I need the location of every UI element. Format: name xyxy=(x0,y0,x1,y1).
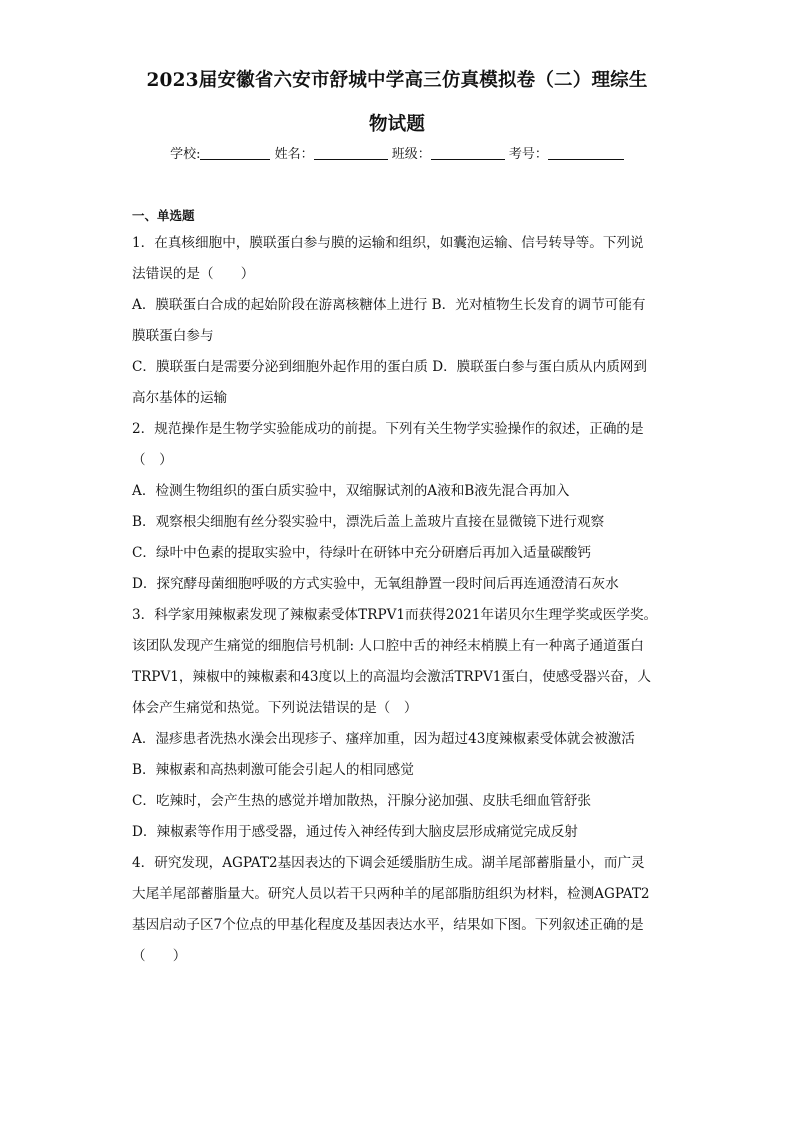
number-label: 考号： xyxy=(508,147,548,162)
question-2-option-a: A．检测生物组织的蛋白质实验中，双缩脲试剂的A液和B液先混合再加入 xyxy=(132,483,570,499)
question-2-option-c: C．绿叶中色素的提取实验中，待绿叶在研钵中充分研磨后再加入适量碳酸钙 xyxy=(132,545,591,561)
number-blank xyxy=(548,147,624,160)
question-1-stem-line-1: 1．在真核细胞中，膜联蛋白参与膜的运输和组织，如囊泡运输、信号转导等。下列说 xyxy=(132,235,644,251)
question-3-option-c: C．吃辣时，会产生热的感觉并增加散热，汗腺分泌加强、皮肤毛细血管舒张 xyxy=(132,793,591,809)
question-3-option-d: D．辣椒素等作用于感受器，通过传入神经传到大脑皮层形成痛觉完成反射 xyxy=(132,824,578,840)
question-3-stem-line-4: 体会产生痛觉和热觉。下列说法错误的是（ ） xyxy=(132,700,418,716)
class-label: 班级： xyxy=(391,147,431,162)
name-label: 姓名： xyxy=(274,147,314,162)
question-2-stem-line-2: （ ） xyxy=(132,452,173,468)
exam-title-line-1: 2023届安徽省六安市舒城中学高三仿真模拟卷（二）理综生 xyxy=(146,70,648,91)
name-blank xyxy=(314,147,388,160)
question-4-stem-line-3: 基因启动子区7个位点的甲基化程度及基因表达水平，结果如下图。下列叙述正确的是 xyxy=(132,917,644,933)
question-2-option-b: B．观察根尖细胞有丝分裂实验中，漂洗后盖上盖玻片直接在显微镜下进行观察 xyxy=(132,514,605,530)
question-1-option-line-2: 膜联蛋白参与 xyxy=(132,328,214,344)
exam-title-line-2: 物试题 xyxy=(368,114,426,135)
question-3-stem-line-3: TRPV1，辣椒中的辣椒素和43度以上的高温均会激活TRPV1蛋白，使感受器兴奋，人 xyxy=(132,669,651,685)
question-4-stem-line-2: 大尾羊尾部蓄脂量大。研究人员以若干只两种羊的尾部脂肪组织为材料，检测AGPAT2 xyxy=(132,886,650,902)
class-blank xyxy=(431,147,505,160)
question-3-stem-line-2: 该团队发现产生痛觉的细胞信号机制: 人口腔中舌的神经末梢膜上有一种离子通道蛋白 xyxy=(132,638,644,654)
question-4-stem-line-1: 4．研究发现，AGPAT2基因表达的下调会延缓脂肪生成。湖羊尾部蓄脂量小，而广灵 xyxy=(132,855,645,871)
question-4-stem-line-4: （ ） xyxy=(132,948,187,964)
section-heading: 一、单选题 xyxy=(132,208,195,223)
question-2-option-d: D．探究酵母菌细胞呼吸的方式实验中，无氧组静置一段时间后再连通澄清石灰水 xyxy=(132,576,619,592)
student-info-row xyxy=(90,143,704,162)
school-label: 学校: xyxy=(170,147,201,162)
question-1-option-line-3: C．膜联蛋白是需要分泌到细胞外起作用的蛋白质 D．膜联蛋白参与蛋白质从内质网到 xyxy=(132,359,647,375)
question-3-option-a: A．湿疹患者洗热水澡会出现疹子、瘙痒加重，因为超过43度辣椒素受体就会被激活 xyxy=(132,731,635,747)
question-1-option-line-1: A．膜联蛋白合成的起始阶段在游离核糖体上进行 B．光对植物生长发育的调节可能有 xyxy=(132,297,646,313)
question-2-stem-line-1: 2．规范操作是生物学实验能成功的前提。下列有关生物学实验操作的叙述，正确的是 xyxy=(132,421,644,437)
question-1-stem-line-2: 法错误的是（ ） xyxy=(132,266,255,282)
question-1-option-line-4: 高尔基体的运输 xyxy=(132,390,228,406)
school-blank xyxy=(200,147,270,160)
question-3-stem-line-1: 3．科学家用辣椒素发现了辣椒素受体TRPV1而获得2021年诺贝尔生理学奖或医学奖。 xyxy=(132,607,658,623)
question-3-option-b: B．辣椒素和高热刺激可能会引起人的相同感觉 xyxy=(132,762,414,778)
